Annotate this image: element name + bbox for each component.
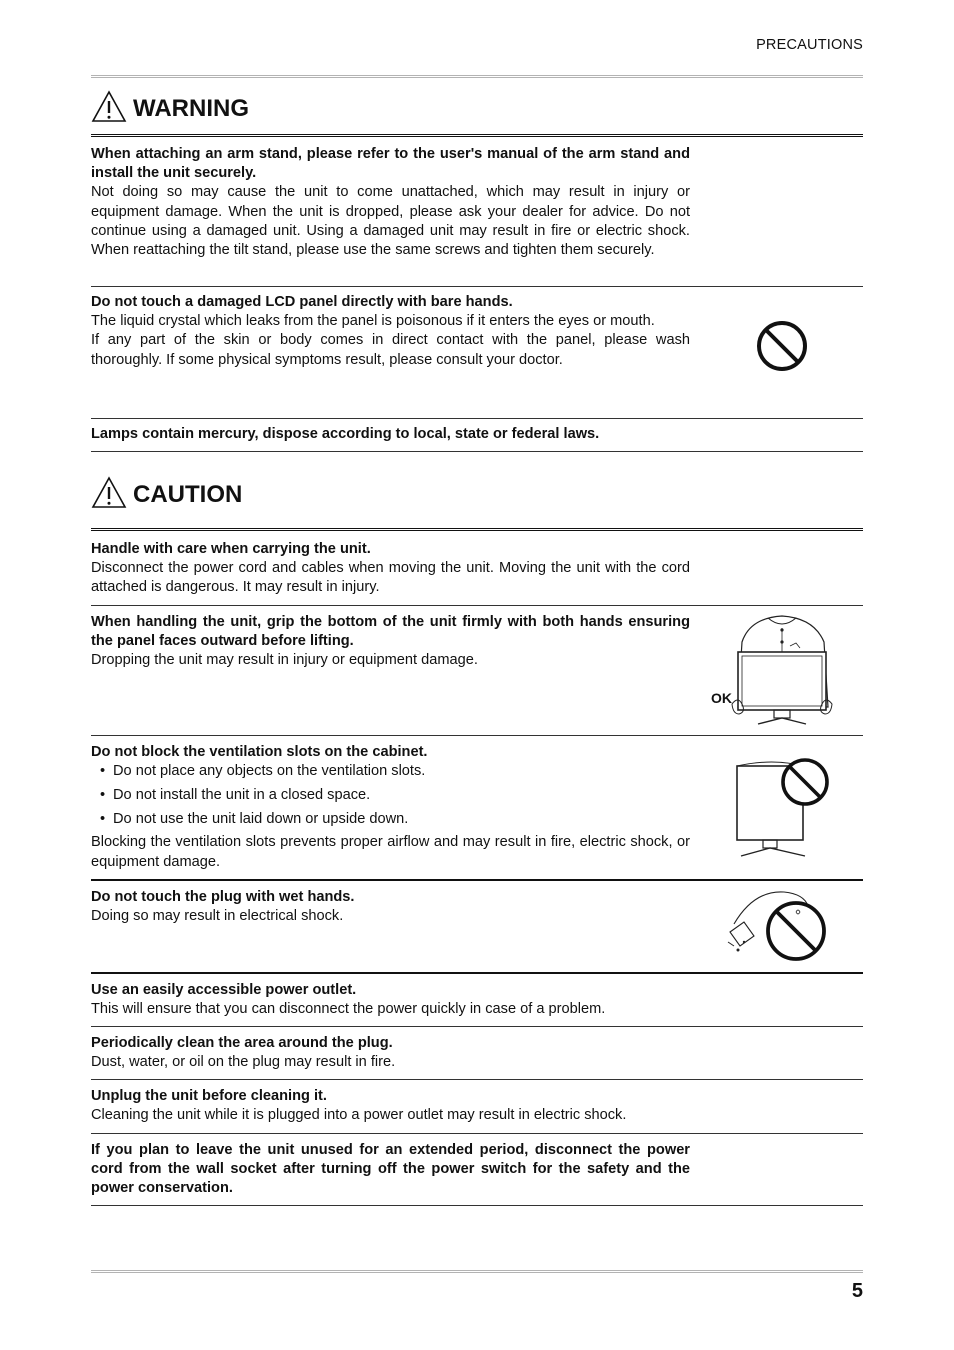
ok-label: OK [711,690,732,706]
item-text: This will ensure that you can disconnect the power quickly in case of a problem. [91,1001,606,1018]
caution-item-grip [91,613,690,671]
list-item: • Do not install the unit in a closed space. [113,786,690,805]
list-item: • Do not use the unit laid down or upside down. [113,810,690,829]
warning-triangle-icon [91,90,127,123]
caution-item-unused-period [91,1141,690,1199]
divider [91,605,863,606]
item-text: If any part of the skin or body comes in direct contact with the panel, please wash thoroughly. If some physical symptoms result, please consult your doctor. [91,332,690,368]
caution-item-ventilation [91,743,690,872]
caution-triangle-icon [91,476,127,509]
item-text: Blocking the ventilation slots prevents proper airflow and may result in fire, electric shock, or equipment damage. [91,834,690,870]
caution-item-unplug [91,1087,690,1125]
warning-title-text: WARNING [133,95,249,122]
warning-title-rule [91,134,863,137]
item-heading: When handling the unit, grip the bottom of the unit firmly with both hands ensuring the panel faces outward before lifting. [91,614,690,650]
caution-item-carrying [91,540,690,598]
warning-title [91,90,249,123]
caution-title-text: CAUTION [133,481,243,508]
item-text: Dropping the unit may result in injury or equipment damage. [91,652,478,669]
item-heading: Handle with care when carrying the unit. [91,541,371,557]
item-heading: Do not touch a damaged LCD panel directly with bare hands. [91,294,513,310]
footer-rule [91,1270,863,1273]
caution-item-power-outlet [91,981,690,1019]
running-header: PRECAUTIONS [756,37,863,53]
divider [91,1079,863,1080]
header-rule [91,75,863,78]
item-text: Doing so may result in electrical shock. [91,908,344,925]
warning-item-mercury [91,425,690,444]
warning-item-arm-stand [91,145,690,260]
wet-hand-plug-prohibited-illustration [724,884,832,966]
item-heading: Use an easily accessible power outlet. [91,982,357,998]
divider [91,451,863,452]
caution-title [91,476,242,509]
item-heading: When attaching an arm stand, please refer to the user's manual of the arm stand and install the unit securely. [91,146,690,182]
item-text: Not doing so may cause the unit to come unattached, which may result in injury or equipment damage. When the unit is dropped, please ask your dealer for advice. Do not continue using a damaged unit. Using a damaged unit may result in fire or electric shock. When reattaching the tilt stand, please use the same screws and tighten them securely. [91,184,690,259]
person-lifting-monitor-illustration [730,612,834,730]
divider [91,418,863,419]
divider [91,972,863,974]
caution-item-clean-plug [91,1034,690,1072]
item-heading: Lamps contain mercury, dispose according to local, state or federal laws. [91,426,600,442]
bullet-list [91,762,690,829]
item-heading: Periodically clean the area around the plug. [91,1035,393,1051]
divider [91,286,863,287]
list-item: • Do not place any objects on the ventilation slots. [113,762,690,781]
item-heading: Do not touch the plug with wet hands. [91,889,355,905]
item-heading: Unplug the unit before cleaning it. [91,1088,327,1104]
divider [91,735,863,736]
item-heading: If you plan to leave the unit unused for an extended period, disconnect the power cord from the wall socket after turning off the power switch for the safety and the power conservation. [91,1142,690,1197]
page-number: 5 [851,1280,863,1302]
prohibition-icon [755,319,809,373]
warning-item-lcd-panel [91,293,690,370]
divider [91,1133,863,1134]
divider [91,1205,863,1206]
caution-title-rule [91,528,863,531]
item-text: The liquid crystal which leaks from the panel is poisonous if it enters the eyes or mouth. [91,313,655,330]
divider [91,879,863,881]
divider [91,1026,863,1027]
caution-item-wet-hands [91,888,690,926]
item-heading: Do not block the ventilation slots on the cabinet. [91,744,428,760]
item-text: Dust, water, or oil on the plug may result in fire. [91,1054,396,1071]
item-text: Disconnect the power cord and cables when moving the unit. Moving the unit with the cord attached is dangerous. It may result in injury. [91,560,690,596]
item-text: Cleaning the unit while it is plugged into a power outlet may result in electric shock. [91,1107,627,1124]
monitor-covered-prohibited-illustration [733,756,833,860]
